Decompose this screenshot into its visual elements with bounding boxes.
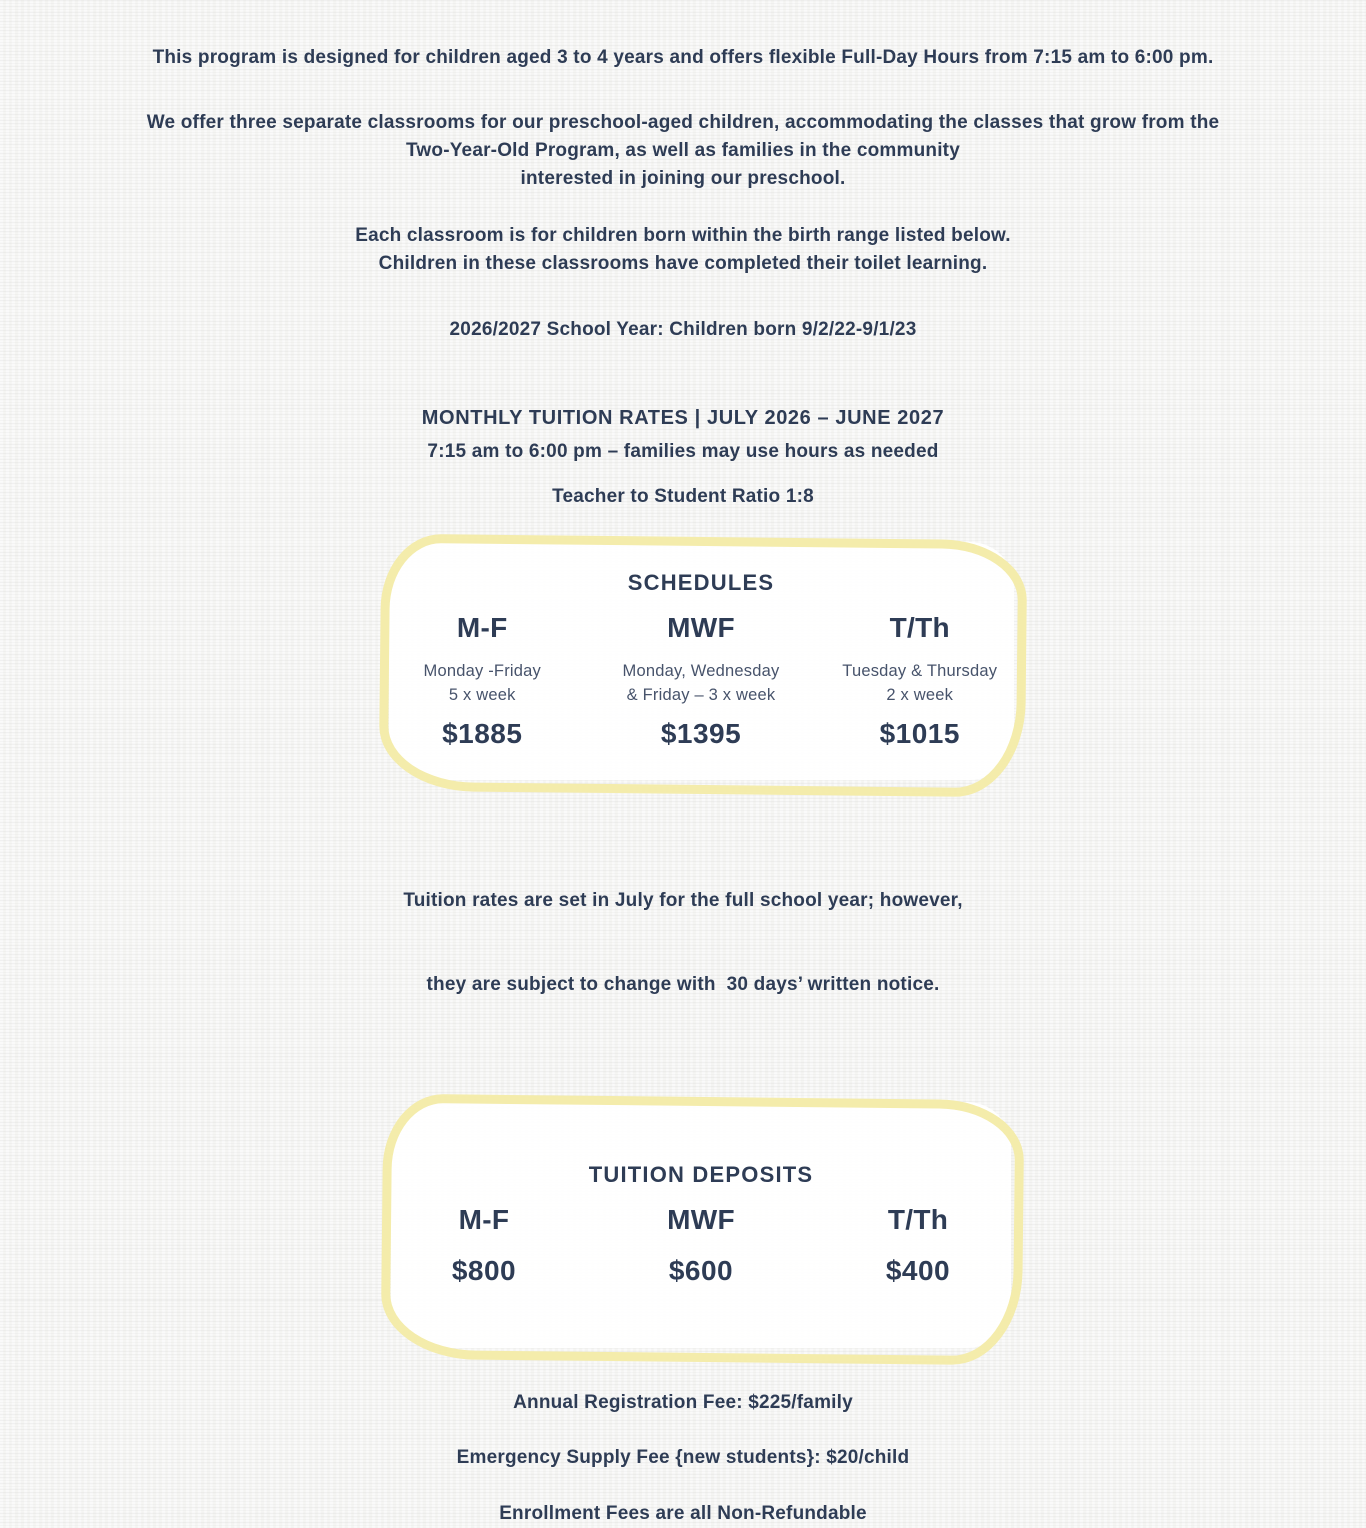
classrooms-paragraph-line-1: We offer three separate classrooms for our preschool-aged children, accommodating the classes that grow from the bbox=[146, 112, 1220, 133]
classrooms-paragraph-line-2: Two-Year-Old Program, as well as families in the community bbox=[406, 140, 960, 161]
non-refundable-note: Enrollment Fees are all Non-Refundable bbox=[499, 1503, 867, 1524]
schedules-box bbox=[389, 542, 1014, 780]
deposits-title: TUITION DEPOSITS bbox=[588, 1162, 814, 1187]
classrooms-paragraph-line-3: interested in joining our preschool. bbox=[520, 168, 846, 189]
tuition-deposits-box bbox=[391, 1102, 1011, 1348]
schedule-desc-mwf-line-2: & Friday – 3 x week bbox=[626, 686, 776, 704]
classrooms-paragraph bbox=[53, 109, 1313, 193]
registration-fee-line: Annual Registration Fee: $225/family bbox=[513, 1392, 853, 1413]
schedule-desc-mwf bbox=[576, 659, 826, 707]
school-year-line: 2026/2027 School Year: Children born 9/2/22-9/1/23 bbox=[449, 319, 917, 340]
deposit-codes-row bbox=[391, 1204, 1011, 1236]
schedule-prices-row bbox=[389, 718, 1014, 750]
deposit-amounts-row bbox=[391, 1255, 1011, 1287]
schedule-desc-tth bbox=[826, 659, 1014, 707]
schedule-price-tth: $1015 bbox=[879, 718, 960, 749]
rates-change-note bbox=[53, 831, 1313, 1055]
deposit-amount-mf: $800 bbox=[451, 1255, 517, 1286]
birth-range-line-2: Children in these classrooms have completed their toilet learning. bbox=[378, 253, 988, 274]
schedule-desc-mf bbox=[389, 659, 577, 707]
schedules-title: SCHEDULES bbox=[627, 570, 775, 595]
rates-change-note-line-1: Tuition rates are set in July for the full school year; however, bbox=[403, 890, 963, 911]
schedule-code-mf: M-F bbox=[456, 612, 508, 643]
program-intro-line: This program is designed for children aged 3 to 4 years and offers flexible Full-Day Hours from 7:15 am to 6:00 pm. bbox=[152, 47, 1214, 68]
schedule-price-mwf: $1395 bbox=[660, 718, 742, 749]
schedule-code-mwf: MWF bbox=[667, 612, 735, 643]
birth-range-paragraph bbox=[53, 222, 1313, 278]
rates-change-note-line-2: they are subject to change with 30 days’ written notice. bbox=[426, 974, 940, 995]
schedule-desc-mf-line-2: 5 x week bbox=[448, 686, 516, 704]
deposit-code-tth: T/Th bbox=[887, 1204, 949, 1235]
schedule-codes-row bbox=[389, 612, 1014, 644]
monthly-rates-title: MONTHLY TUITION RATES | JULY 2026 – JUNE 2027 bbox=[421, 407, 945, 429]
hours-subtitle: 7:15 am to 6:00 pm – families may use hours as needed bbox=[427, 441, 939, 462]
schedule-code-tth: T/Th bbox=[889, 612, 950, 643]
schedule-desc-mf-line-1: Monday -Friday bbox=[423, 662, 541, 680]
schedule-price-mf: $1885 bbox=[442, 718, 523, 749]
emergency-supply-fee-line: Emergency Supply Fee {new students}: $20/child bbox=[456, 1447, 910, 1468]
schedule-desc-mwf-line-1: Monday, Wednesday bbox=[622, 662, 780, 680]
teacher-ratio-line: Teacher to Student Ratio 1:8 bbox=[552, 486, 814, 507]
deposit-amount-tth: $400 bbox=[885, 1255, 951, 1286]
deposit-code-mf: M-F bbox=[458, 1204, 510, 1235]
schedule-descriptions-row bbox=[389, 659, 1014, 707]
birth-range-line-1: Each classroom is for children born within the birth range listed below. bbox=[355, 225, 1011, 246]
schedule-desc-tth-line-1: Tuesday & Thursday bbox=[842, 662, 998, 680]
deposit-code-mwf: MWF bbox=[667, 1204, 735, 1235]
schedule-desc-tth-line-2: 2 x week bbox=[886, 686, 954, 704]
deposit-amount-mwf: $600 bbox=[668, 1255, 734, 1286]
